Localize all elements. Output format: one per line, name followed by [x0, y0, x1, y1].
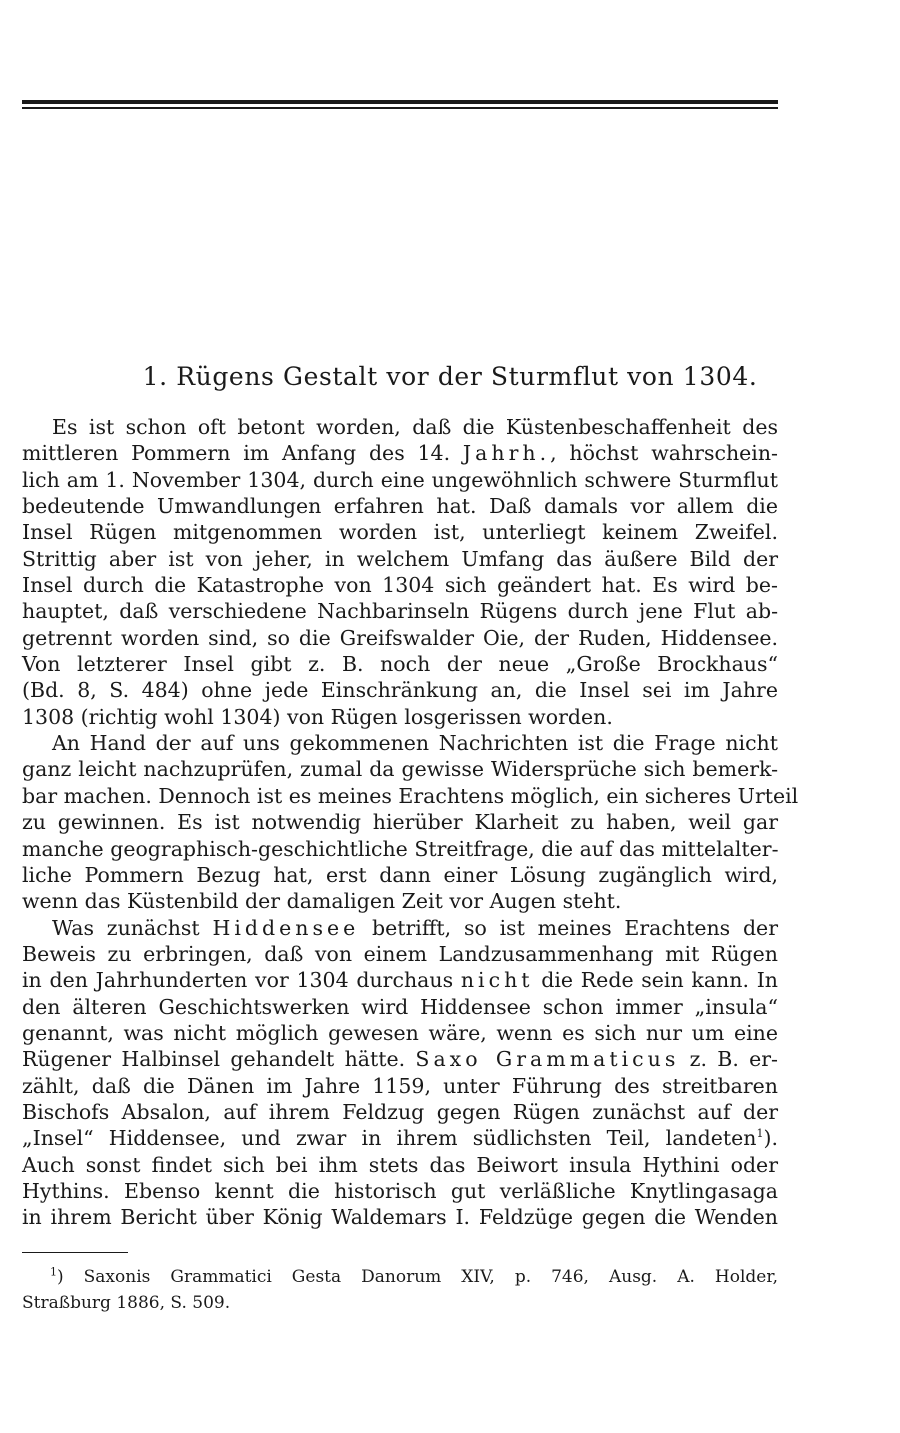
spaced-emphasis: Jahrh.: [462, 441, 551, 466]
footnote-ref: 1: [756, 1127, 764, 1141]
text-line: Von letzterer Insel gibt z. B. noch der neue „Große Brockhaus“: [22, 652, 778, 677]
text-line: Rügener Halbinsel gehandelt hätte. Saxo Grammaticus z. B. er-: [22, 1047, 778, 1072]
text-line: 1308 (richtig wohl 1304) von Rügen losgerissen worden.: [22, 704, 613, 729]
footnote-line: Straßburg 1886, S. 509.: [22, 1293, 231, 1313]
spaced-emphasis: Hiddensee: [212, 915, 360, 940]
text-line: bedeutende Umwandlungen erfahren hat. Daß damals vor allem die: [22, 494, 778, 519]
text-line: lich am 1. November 1304, durch eine ungewöhnlich schwere Sturmflut: [22, 467, 778, 492]
text-line: wenn das Küstenbild der damaligen Zeit vor Augen steht.: [22, 889, 622, 914]
text-line: mittleren Pommern im Anfang des 14. Jahrh., höchst wahrschein-: [22, 441, 778, 466]
text-line: An Hand der auf uns gekommenen Nachrichten ist die Frage nicht: [52, 731, 778, 756]
text-line: Beweis zu erbringen, daß von einem Landzusammenhang mit Rügen: [22, 941, 778, 966]
chapter-heading: 1. Rügens Gestalt vor der Sturmflut von 1304.: [142, 362, 758, 391]
footnote-line: $^1$) Saxonis Grammatici Gesta Danorum XIV, p. 746, Ausg. A. Holder,: [50, 1265, 778, 1287]
text-line: Insel durch die Katastrophe von 1304 sich geändert hat. Es wird be-: [22, 573, 778, 598]
footnote-rule: [22, 1252, 128, 1253]
text-line: in ihrem Bericht über König Waldemars I. Feldzüge gegen die Wenden: [22, 1205, 778, 1230]
footnote: [22, 1264, 778, 1316]
text-line: getrennt worden sind, so die Greifswalder Oie, der Ruden, Hiddensee.: [22, 625, 778, 650]
text-line: zu gewinnen. Es ist notwendig hierüber Klarheit zu haben, weil gar: [22, 810, 778, 835]
spaced-emphasis: Saxo Grammaticus: [415, 1047, 680, 1072]
text-line: in den Jahrhunderten vor 1304 durchaus nicht die Rede sein kann. In: [22, 968, 778, 993]
text-line: Hythins. Ebenso kennt die historisch gut verläßliche Knytlingasaga: [22, 1178, 778, 1203]
text-line: Bischofs Absalon, auf ihrem Feldzug gegen Rügen zunächst auf der: [22, 1099, 778, 1124]
footnote-marker: 1: [50, 1265, 57, 1279]
text-line: den älteren Geschichtswerken wird Hiddensee schon immer „insula“: [22, 994, 778, 1019]
text-line: manche geographisch-geschichtliche Streitfrage, die auf das mittelalter-: [22, 836, 779, 861]
text-line: „Insel“ Hiddensee, und zwar in ihrem südlichsten Teil, landeten$^1$).: [22, 1126, 778, 1151]
text-line: liche Pommern Bezug hat, erst dann einer Lösung zugänglich wird,: [22, 862, 778, 887]
text-line: Auch sonst findet sich bei ihm stets das Beiwort insula Hythini oder: [22, 1152, 778, 1177]
header-rule-thin: [22, 107, 778, 109]
spaced-emphasis: nicht: [460, 968, 534, 993]
text-line: Was zunächst Hiddensee betrifft, so ist meines Erachtens der: [52, 915, 778, 940]
header-rule-thick: [22, 100, 778, 104]
text-line: ganz leicht nachzuprüfen, zumal da gewisse Widersprüche sich bemerk-: [22, 757, 778, 782]
text-line: genannt, was nicht möglich gewesen wäre, wenn es sich nur um eine: [22, 1020, 778, 1045]
text-line: Es ist schon oft betont worden, daß die Küstenbeschaffenheit des: [52, 415, 778, 439]
text-line: Strittig aber ist von jeher, in welchem Umfang das äußere Bild der: [22, 546, 778, 571]
text-line: zählt, daß die Dänen im Jahre 1159, unter Führung des streitbaren: [22, 1073, 778, 1098]
text-line: bar machen. Dennoch ist es meines Erachtens möglich, ein sicheres Urteil: [22, 783, 799, 808]
body-text: [22, 414, 799, 1231]
text-line: (Bd. 8, S. 484) ohne jede Einschränkung an, die Insel sei im Jahre: [22, 678, 778, 703]
text-line: Insel Rügen mitgenommen worden ist, unterliegt keinem Zweifel.: [22, 520, 778, 545]
text-line: hauptet, daß verschiedene Nachbarinseln Rügens durch jene Flut ab-: [22, 599, 778, 624]
